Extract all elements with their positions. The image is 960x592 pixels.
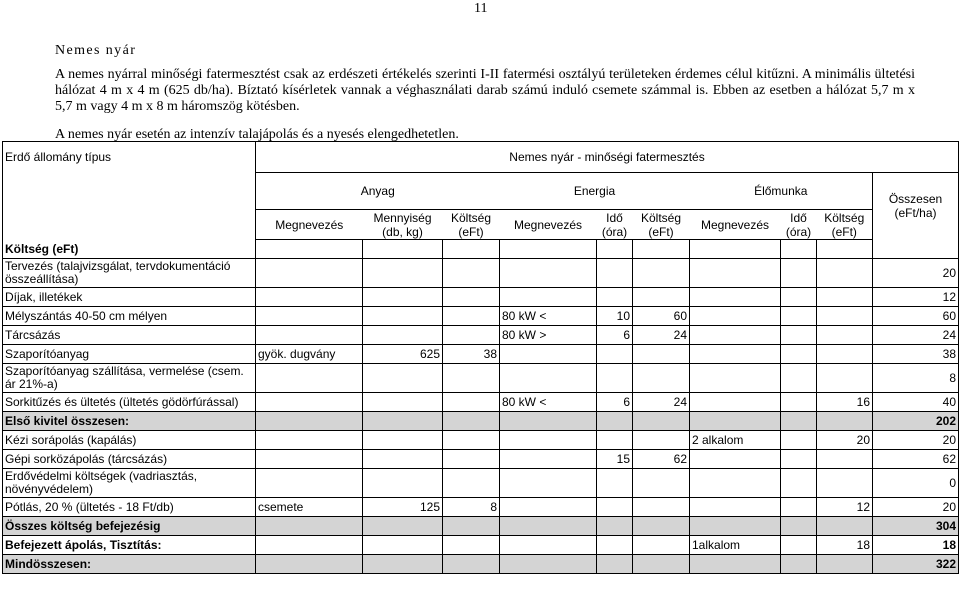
table-title: Nemes nyár - minőségi fatermesztés <box>256 142 959 173</box>
empty-cell <box>781 412 817 431</box>
cell-e-ido: 6 <box>597 393 633 412</box>
row-label: Mindösszesen: <box>3 555 256 574</box>
cost-table <box>2 141 959 574</box>
row-total: 40 <box>873 393 959 412</box>
cell-a-kolts <box>443 431 500 450</box>
cell-e-megn <box>500 259 597 288</box>
cell-l-kolts <box>817 469 873 498</box>
cell-l-ido <box>781 326 817 345</box>
cell-l-kolts <box>817 307 873 326</box>
empty-cell <box>256 412 363 431</box>
col-energia-koltseg: Költség (eFt) <box>633 210 690 240</box>
cell-l-megn <box>690 450 781 469</box>
table-row <box>3 326 959 345</box>
empty-cell <box>363 412 443 431</box>
row-total: 18 <box>873 536 959 555</box>
cell-l-megn <box>690 288 781 307</box>
cell-l-megn <box>690 345 781 364</box>
row-total: 62 <box>873 450 959 469</box>
cell-l-kolts <box>817 364 873 393</box>
cell-a-kolts <box>443 259 500 288</box>
cell-e-megn <box>500 469 597 498</box>
cell-e-megn: 80 kW < <box>500 307 597 326</box>
empty-cell <box>443 555 500 574</box>
cell-e-ido: 10 <box>597 307 633 326</box>
cell-a-megn <box>256 364 363 393</box>
cell-l-megn: 1alkalom <box>690 536 781 555</box>
cell-e-kolts <box>633 536 690 555</box>
row-total: 38 <box>873 345 959 364</box>
paragraph-intro: A nemes nyárral minőségi fatermesztést csak az erdészeti értékelés szerinti I-II fatermési osztályú területeken érdemes célul kitűzni. A minimális ültetési hálózat 4 m x 4 m (625 db/ha). Bíztató kísérletek vannak a véghasználati darab számú induló csemete számmal is. Ebben az esetben a hálózat 5,7 m x 5,7 m vagy 4 m x 8 m háromszög kötésben. <box>55 67 915 114</box>
cell-e-ido <box>597 536 633 555</box>
cell-e-ido <box>597 431 633 450</box>
row-total: 8 <box>873 364 959 393</box>
table-row <box>3 431 959 450</box>
row-label: Pótlás, 20 % (ültetés - 18 Ft/db) <box>3 498 256 517</box>
row-label: Tervezés (talajvizsgálat, tervdokumentáció összeállítása) <box>3 259 256 288</box>
cell-a-megn <box>256 393 363 412</box>
cell-e-kolts <box>633 469 690 498</box>
col-anyag-koltseg: Költség (eFt) <box>443 210 500 240</box>
cell-l-ido <box>781 288 817 307</box>
row-total: 20 <box>873 259 959 288</box>
cell-e-megn: 80 kW < <box>500 393 597 412</box>
cell-a-megn <box>256 259 363 288</box>
table-row <box>3 345 959 364</box>
cell-a-menny <box>363 431 443 450</box>
section-title: Nemes nyár <box>55 43 137 58</box>
cell-a-menny <box>363 450 443 469</box>
cell-a-megn: csemete <box>256 498 363 517</box>
row-label: Gépi sorközápolás (tárcsázás) <box>3 450 256 469</box>
row-total: 60 <box>873 307 959 326</box>
cell-l-kolts: 16 <box>817 393 873 412</box>
row-total: 0 <box>873 469 959 498</box>
empty-cell <box>363 517 443 536</box>
col-anyag-megnevezes: Megnevezés <box>256 210 363 240</box>
cell-l-megn <box>690 364 781 393</box>
cell-a-menny <box>363 307 443 326</box>
cell-a-menny <box>363 393 443 412</box>
col-energia-ido: Idő (óra) <box>597 210 633 240</box>
cell-l-kolts <box>817 326 873 345</box>
table-row <box>3 288 959 307</box>
row-total: 24 <box>873 326 959 345</box>
cell-l-megn: 2 alkalom <box>690 431 781 450</box>
row-label: Erdővédelmi költségek (vadriasztás, növényvédelem) <box>3 469 256 498</box>
empty-cell <box>633 412 690 431</box>
row-label: Díjak, illetékek <box>3 288 256 307</box>
row-label: Szaporítóanyag szállítása, vermelése (csem. ár 21%-a) <box>3 364 256 393</box>
cell-e-megn <box>500 288 597 307</box>
empty-cell <box>500 412 597 431</box>
empty-cell <box>500 555 597 574</box>
cell-a-megn: gyök. dugvány <box>256 345 363 364</box>
empty-cell <box>781 517 817 536</box>
cell-a-megn <box>256 326 363 345</box>
cell-e-ido <box>597 345 633 364</box>
table-row <box>3 498 959 517</box>
row-total: 322 <box>873 555 959 574</box>
cell-a-kolts: 38 <box>443 345 500 364</box>
table-row <box>3 536 959 555</box>
cell-a-kolts <box>443 288 500 307</box>
cell-l-kolts <box>817 288 873 307</box>
empty-cell <box>597 517 633 536</box>
row-total: 20 <box>873 498 959 517</box>
cell-l-megn <box>690 326 781 345</box>
cell-a-megn <box>256 469 363 498</box>
cell-l-ido <box>781 364 817 393</box>
cell-e-kolts <box>633 364 690 393</box>
cell-a-megn <box>256 450 363 469</box>
spacer-cell <box>3 210 256 240</box>
table-row <box>3 364 959 393</box>
cell-e-megn: 80 kW > <box>500 326 597 345</box>
row-label: Tárcsázás <box>3 326 256 345</box>
empty-cell <box>817 412 873 431</box>
cell-l-megn <box>690 469 781 498</box>
cell-a-megn <box>256 288 363 307</box>
cell-a-kolts <box>443 364 500 393</box>
type-label: Erdő állomány típus <box>3 142 256 173</box>
cell-e-kolts: 60 <box>633 307 690 326</box>
row-total: 202 <box>873 412 959 431</box>
cell-e-megn <box>500 431 597 450</box>
cost-label: Költség (eFt) <box>3 240 256 259</box>
summary-row <box>3 517 959 536</box>
group-osszesen: Összesen (eFt/ha) <box>873 173 959 240</box>
cell-e-kolts <box>633 431 690 450</box>
cell-e-kolts <box>633 498 690 517</box>
cell-l-ido <box>781 450 817 469</box>
cell-a-menny: 625 <box>363 345 443 364</box>
row-label: Befejezett ápolás, Tisztítás: <box>3 536 256 555</box>
group-elomunka: Élőmunka <box>690 173 873 210</box>
col-energia-megnevezes: Megnevezés <box>500 210 597 240</box>
row-label: Mélyszántás 40-50 cm mélyen <box>3 307 256 326</box>
empty-cell <box>597 412 633 431</box>
cell-e-megn <box>500 498 597 517</box>
cell-a-kolts <box>443 469 500 498</box>
table-row <box>3 259 959 288</box>
empty-cell <box>633 517 690 536</box>
cell-l-megn <box>690 498 781 517</box>
empty-cell <box>443 412 500 431</box>
cell-a-kolts <box>443 307 500 326</box>
cell-l-kolts <box>817 259 873 288</box>
cell-l-kolts: 18 <box>817 536 873 555</box>
cell-l-ido <box>781 536 817 555</box>
page-number: 11 <box>474 1 488 16</box>
summary-row <box>3 412 959 431</box>
empty-cell <box>781 555 817 574</box>
empty-cell <box>817 517 873 536</box>
cell-a-menny <box>363 364 443 393</box>
empty-cell <box>500 517 597 536</box>
cell-e-kolts <box>633 345 690 364</box>
group-energia: Energia <box>500 173 690 210</box>
cell-l-ido <box>781 259 817 288</box>
cell-l-kolts: 20 <box>817 431 873 450</box>
cell-e-ido <box>597 469 633 498</box>
empty-cell <box>256 517 363 536</box>
cell-l-ido <box>781 307 817 326</box>
summary-row <box>3 555 959 574</box>
cell-e-ido <box>597 364 633 393</box>
empty-cell <box>443 517 500 536</box>
spacer-cell <box>3 173 256 210</box>
cell-a-kolts <box>443 450 500 469</box>
cell-l-kolts <box>817 345 873 364</box>
group-anyag: Anyag <box>256 173 500 210</box>
cell-l-megn <box>690 259 781 288</box>
col-anyag-mennyiseg: Mennyiség (db, kg) <box>363 210 443 240</box>
cell-a-menny <box>363 536 443 555</box>
cell-a-kolts <box>443 326 500 345</box>
cell-l-megn <box>690 307 781 326</box>
empty-cell <box>597 555 633 574</box>
empty-cell <box>817 555 873 574</box>
col-elomunka-koltseg: Költség (eFt) <box>817 210 873 240</box>
table-row <box>3 307 959 326</box>
cell-e-ido <box>597 288 633 307</box>
cell-a-menny <box>363 288 443 307</box>
cell-e-ido: 15 <box>597 450 633 469</box>
cell-l-ido <box>781 345 817 364</box>
cell-e-megn <box>500 345 597 364</box>
cell-l-ido <box>781 431 817 450</box>
cell-a-megn <box>256 431 363 450</box>
cell-l-ido <box>781 393 817 412</box>
row-label: Első kivitel összesen: <box>3 412 256 431</box>
empty-cell <box>256 555 363 574</box>
empty-cell <box>690 517 781 536</box>
paragraph-care: A nemes nyár esetén az intenzív talajápolás és a nyesés elengedhetetlen. <box>55 127 459 142</box>
cell-e-megn <box>500 536 597 555</box>
cell-e-kolts <box>633 288 690 307</box>
cell-l-kolts <box>817 450 873 469</box>
row-total: 12 <box>873 288 959 307</box>
cell-a-kolts: 8 <box>443 498 500 517</box>
cell-l-megn <box>690 393 781 412</box>
cell-a-menny <box>363 326 443 345</box>
cell-e-megn <box>500 450 597 469</box>
cell-e-kolts: 24 <box>633 326 690 345</box>
table-row <box>3 393 959 412</box>
row-label: Szaporítóanyag <box>3 345 256 364</box>
col-elomunka-megnevezes: Megnevezés <box>690 210 781 240</box>
cell-l-kolts: 12 <box>817 498 873 517</box>
cell-e-ido <box>597 498 633 517</box>
cell-e-megn <box>500 364 597 393</box>
col-elomunka-ido: Idő (óra) <box>781 210 817 240</box>
cell-e-kolts: 62 <box>633 450 690 469</box>
cell-l-ido <box>781 498 817 517</box>
cell-e-ido: 6 <box>597 326 633 345</box>
row-label: Kézi sorápolás (kapálás) <box>3 431 256 450</box>
cell-a-megn <box>256 307 363 326</box>
empty-cell <box>690 412 781 431</box>
row-total: 304 <box>873 517 959 536</box>
row-label: Sorkitűzés és ültetés (ültetés gödörfúrással) <box>3 393 256 412</box>
table-row <box>3 450 959 469</box>
cell-a-menny <box>363 259 443 288</box>
row-label: Összes költség befejezésig <box>3 517 256 536</box>
cell-a-megn <box>256 536 363 555</box>
empty-cell <box>363 555 443 574</box>
cell-a-kolts <box>443 536 500 555</box>
cell-l-ido <box>781 469 817 498</box>
row-total: 20 <box>873 431 959 450</box>
cell-a-kolts <box>443 393 500 412</box>
table-row <box>3 469 959 498</box>
cell-e-ido <box>597 259 633 288</box>
cell-a-menny: 125 <box>363 498 443 517</box>
empty-cell <box>633 555 690 574</box>
cell-e-kolts: 24 <box>633 393 690 412</box>
cell-a-menny <box>363 469 443 498</box>
cell-e-kolts <box>633 259 690 288</box>
empty-cell <box>690 555 781 574</box>
